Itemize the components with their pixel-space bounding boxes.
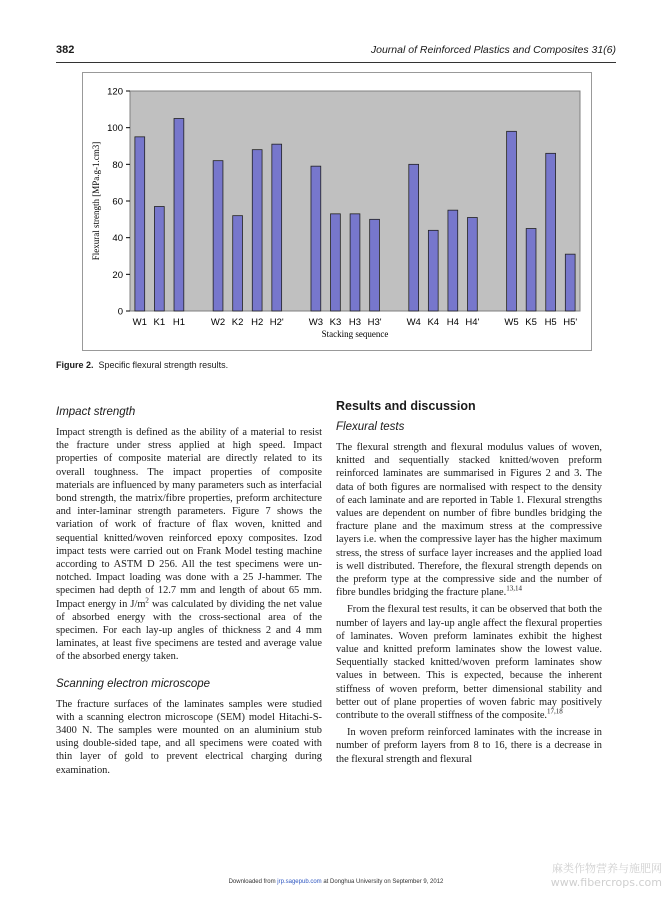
y-tick-label: 60 <box>112 196 123 208</box>
y-tick-label: 20 <box>112 269 123 281</box>
source-link[interactable]: jrp.sagepub.com <box>277 879 322 885</box>
x-tick-label: W1 <box>132 317 147 328</box>
flexural-strength-chart <box>83 73 591 350</box>
impact-paragraph: Impact strength is defined as the ability of a material to resist the fracture under stress applied at high speed. Impact properties of composite material are directly related to its overall toughness. The impact properties of composite materials are influenced by many parameters such as interfacial bond strength, the matrix/fibre properties, preform architecture and inter-laminar strength parameters. Figure 7 shows the variation of work of fracture of flax woven, knitted and sequential knitted/woven reinforced epoxy composites. Izod impact tests were carried out on Frank Model testing machine according to ASTM D 256. All the test specimens were un-notched. Impact loading was done with a 25 J-hammer. The specimen had depth of 12.7 mm and length of about 65 mm. Impact energy in $J/m^2$ was calculated by dividing the net value of absorbed energy with the cross-sectional area of the specimen. For each lay-up angles of thickness 2 and 4 mm laminates, at least five specimens are tested and average value of the absorbed energy taken. <box>56 427 323 663</box>
y-tick-label: 80 <box>112 159 123 171</box>
y-tick-label: 40 <box>112 233 123 245</box>
bar-h3 <box>350 214 360 311</box>
x-tick-label: H4' <box>465 317 480 328</box>
page-number: 382 <box>56 44 75 56</box>
bar-h4p <box>468 218 478 312</box>
right-column <box>336 392 602 770</box>
x-tick-label: H2 <box>251 317 264 328</box>
bar-w5 <box>507 131 517 311</box>
bar-k1 <box>154 207 164 312</box>
bar-h2p <box>272 144 282 311</box>
x-tick-label: W4 <box>406 317 421 328</box>
x-tick-label: K3 <box>329 317 342 328</box>
x-tick-label: H4 <box>446 317 459 328</box>
x-tick-label: H5 <box>544 317 557 328</box>
watermark: 麻类作物营养与施肥网 www.fibercrops.com <box>550 862 662 889</box>
x-tick-label: H3 <box>348 317 362 328</box>
figure-caption-text: Specific flexural strength results. <box>98 360 229 370</box>
y-tick-label: 120 <box>107 86 123 98</box>
x-tick-label: K5 <box>525 317 537 328</box>
bar-h5p <box>565 254 575 311</box>
x-tick-label: K4 <box>427 317 440 328</box>
x-tick-label: H2' <box>269 317 284 328</box>
y-tick-label: 100 <box>107 123 123 135</box>
x-tick-label: W5 <box>504 317 519 328</box>
x-axis-label: Stacking sequence <box>321 329 389 339</box>
x-tick-label: H1 <box>172 317 185 328</box>
x-tick-label: K1 <box>153 317 166 328</box>
flexural-tests-heading: Flexural tests <box>336 421 405 433</box>
journal-title: Journal of Reinforced Plastics and Composites 31(6) <box>370 44 616 56</box>
bar-w2 <box>213 161 223 311</box>
results-heading: Results and discussion <box>336 399 476 413</box>
bar-w4 <box>409 164 419 311</box>
x-tick-label: H5' <box>563 317 578 328</box>
sem-heading: Scanning electron microscope <box>56 677 211 690</box>
x-tick-label: H3' <box>367 317 382 328</box>
bar-h2 <box>252 150 262 311</box>
header-rule <box>56 62 616 63</box>
bar-w3 <box>311 166 321 311</box>
bar-h3p <box>370 219 380 311</box>
figure-caption <box>56 360 228 370</box>
results-paragraph-2: From the flexural test results, it can be observed that both the number of layers and lay-up angle affect the flexural properties of laminates. Woven preform laminates exhibit the highest value and knitted preform laminates show the lowest value. Sequentially stacked knitted/woven preform laminates show values in between. This is expected, because the inherent stiffness of woven preform, better dimensional stability and better out of plane properties of woven fabric may positively contribute to the overall stiffness of the composite.$^{17,18}$ <box>336 604 602 722</box>
left-column <box>56 392 322 781</box>
figure-2 <box>82 72 592 351</box>
bar-h4 <box>448 210 458 311</box>
y-tick-label: 0 <box>117 306 123 318</box>
x-tick-label: K2 <box>231 317 244 328</box>
results-paragraph-3: In woven preform reinforced laminates with the increase in number of preform layers from 8 to 16, there is a decrease in the flexural strength and flexural <box>336 727 602 765</box>
bar-k2 <box>233 216 243 311</box>
x-tick-label: W2 <box>210 317 226 328</box>
bar-k4 <box>428 230 438 311</box>
figure-label: Figure 2. <box>56 360 94 370</box>
bar-w1 <box>135 137 145 311</box>
bar-k3 <box>331 214 341 311</box>
download-footer: Downloaded from jrp.sagepub.com at Donghua University on September 9, 2012 <box>228 879 444 885</box>
bar-h1 <box>174 119 184 312</box>
x-tick-label: W3 <box>308 317 323 328</box>
results-paragraph-1: The flexural strength and flexural modulus values of woven, knitted and sequentially stacked knitted/woven preform reinforced laminates are summarised in Figures 2 and 3. The data of both figures are normalised with respect to the density of each laminate and are reported in Table 1. Flexural strengths values are dependent on number of fibre bundles bridging the fracture plane and the maximum stress at the compressive layers i.e. when the compressive layer has the higher maximum stress, the stress of surface layer increases and the applied load is well distributed. Therefore, the flexural strength depends on the preform type at the compressive side and the number of fibre bundles bridging the fracture plane.$^{13,14}$ <box>336 442 602 599</box>
y-axis-label: Flexural strength [MPa.g-1.cm3] <box>91 141 101 261</box>
impact-strength-heading: Impact strength <box>56 406 136 418</box>
bar-h5 <box>546 153 556 311</box>
sem-paragraph: The fracture surfaces of the laminates samples were studied with a scanning electron microscope (SEM) model Hitachi-S-3400 N. The samples were mounted on an aluminium stub using double-sided tape, and all specimens were coated with thin layer of gold to prevent electrical charging during examination. <box>56 698 322 776</box>
bar-k5 <box>526 229 536 312</box>
